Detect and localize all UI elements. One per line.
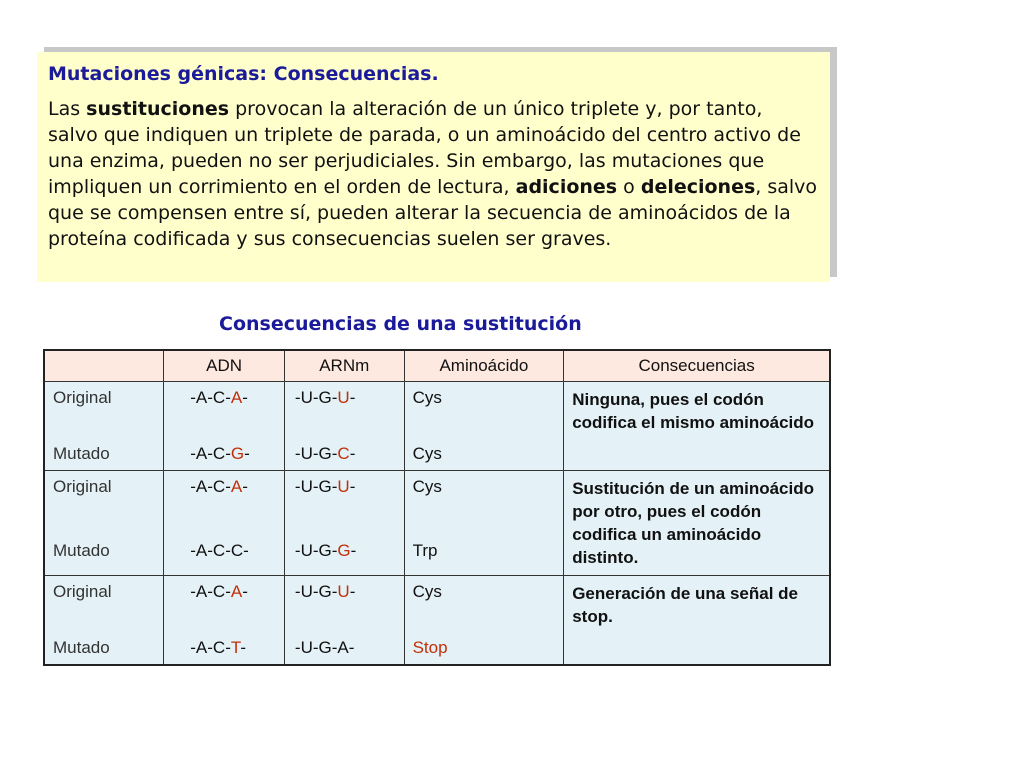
mutated-label: Mutado bbox=[53, 444, 110, 463]
original-label: Original bbox=[53, 477, 112, 496]
dna-mutated: -A-C-C- bbox=[190, 541, 249, 560]
dna-prefix: -A-C- bbox=[190, 582, 231, 601]
rna-mutated bbox=[293, 541, 396, 561]
consequence-cell: Ninguna, pues el codón codifica el mismo aminoácido bbox=[564, 382, 830, 471]
amino-mutated-stop: Stop bbox=[412, 638, 448, 657]
bold-term-substitutions: sustituciones bbox=[86, 98, 230, 120]
bold-term-deletions: deleciones bbox=[640, 176, 756, 198]
rna-prefix: -U-G- bbox=[294, 477, 338, 496]
rna-suffix: - bbox=[349, 444, 356, 463]
rna-original bbox=[293, 388, 396, 408]
rna-mutated: -U-G-A- bbox=[294, 638, 355, 657]
table-row bbox=[44, 471, 830, 576]
consequence-cell: Sustitución de un aminoácido por otro, pues el codón codifica un aminoácido distinto. bbox=[564, 471, 830, 576]
dna-prefix: -A-C- bbox=[190, 638, 231, 657]
rna-base: C bbox=[337, 444, 350, 463]
dna-original bbox=[172, 477, 276, 497]
dna-original bbox=[172, 582, 276, 602]
table-caption: Consecuencias de una sustitución bbox=[219, 313, 582, 335]
mutated-label: Mutado bbox=[53, 541, 110, 560]
dna-prefix: -A-C- bbox=[190, 444, 231, 463]
slide-title: Mutaciones génicas: Consecuencias. bbox=[48, 63, 439, 85]
amino-original: Cys bbox=[412, 388, 442, 407]
rna-base: G bbox=[337, 541, 351, 560]
row-labels-cell bbox=[44, 382, 164, 471]
text-run: Las bbox=[48, 98, 87, 120]
original-label: Original bbox=[53, 582, 112, 601]
rna-base: U bbox=[337, 477, 350, 496]
dna-suffix: - bbox=[242, 388, 248, 407]
explanation-box bbox=[37, 52, 830, 282]
amino-cell bbox=[404, 471, 564, 576]
dna-mutated bbox=[172, 638, 276, 658]
rna-suffix: - bbox=[349, 477, 356, 496]
rna-prefix: -U-G- bbox=[294, 582, 338, 601]
dna-base: A bbox=[230, 582, 243, 601]
dna-cell bbox=[164, 471, 285, 576]
dna-suffix: - bbox=[242, 477, 248, 496]
consequence-cell: Generación de una señal de stop. bbox=[564, 576, 830, 666]
dna-suffix: - bbox=[240, 638, 246, 657]
dna-base: A bbox=[230, 477, 243, 496]
explanation-paragraph bbox=[48, 96, 818, 252]
original-label: Original bbox=[53, 388, 112, 407]
text-run: provocan la alteración de un único triplete y, por tanto, salvo que indiquen un triplete de parada, o un aminoácido del centro activo de una enzima, pueden no ser perjudiciales. Sin embargo, las mutaciones que impliquen un corrimiento en el orden de lectura, bbox=[48, 98, 801, 198]
rna-original bbox=[293, 582, 396, 602]
header-arnm: ARNm bbox=[284, 350, 404, 382]
dna-cell bbox=[164, 382, 285, 471]
header-empty bbox=[44, 350, 164, 382]
header-consequences: Consecuencias bbox=[564, 350, 830, 382]
rna-prefix: -U-G- bbox=[294, 388, 338, 407]
dna-suffix: - bbox=[244, 444, 250, 463]
rna-base: U bbox=[337, 582, 350, 601]
dna-original bbox=[172, 388, 276, 408]
rna-cell bbox=[284, 576, 404, 666]
dna-base: T bbox=[230, 638, 241, 657]
dna-prefix: -A-C- bbox=[190, 388, 231, 407]
dna-prefix: -A-C- bbox=[190, 477, 231, 496]
dna-suffix: - bbox=[242, 582, 248, 601]
substitution-table bbox=[43, 349, 831, 666]
rna-cell bbox=[284, 382, 404, 471]
table-row bbox=[44, 576, 830, 666]
header-adn: ADN bbox=[164, 350, 285, 382]
row-labels-cell bbox=[44, 576, 164, 666]
rna-original bbox=[293, 477, 396, 497]
text-run: o bbox=[617, 176, 641, 198]
bold-term-additions: adiciones bbox=[515, 176, 618, 198]
header-aminoacid: Aminoácido bbox=[404, 350, 564, 382]
amino-cell bbox=[404, 576, 564, 666]
dna-base: G bbox=[230, 444, 245, 463]
table-header-row bbox=[44, 350, 830, 382]
dna-base: A bbox=[230, 388, 243, 407]
amino-original: Cys bbox=[412, 582, 442, 601]
amino-mutated: Trp bbox=[412, 541, 438, 560]
text-run: , salvo que se compensen entre sí, pueden alterar la secuencia de aminoácidos de la proteína codificada y sus consecuencias suelen ser graves. bbox=[48, 176, 818, 250]
amino-original: Cys bbox=[412, 477, 442, 496]
row-labels-cell bbox=[44, 471, 164, 576]
dna-cell bbox=[164, 576, 285, 666]
rna-cell bbox=[284, 471, 404, 576]
rna-base: U bbox=[337, 388, 350, 407]
rna-prefix: -U-G- bbox=[294, 541, 338, 560]
rna-suffix: - bbox=[349, 582, 356, 601]
amino-cell bbox=[404, 382, 564, 471]
dna-mutated bbox=[172, 444, 276, 464]
mutated-label: Mutado bbox=[53, 638, 110, 657]
rna-mutated bbox=[293, 444, 396, 464]
amino-mutated: Cys bbox=[412, 444, 442, 463]
rna-suffix: - bbox=[349, 388, 356, 407]
table-row bbox=[44, 382, 830, 471]
rna-prefix: -U-G- bbox=[294, 444, 338, 463]
rna-suffix: - bbox=[350, 541, 357, 560]
